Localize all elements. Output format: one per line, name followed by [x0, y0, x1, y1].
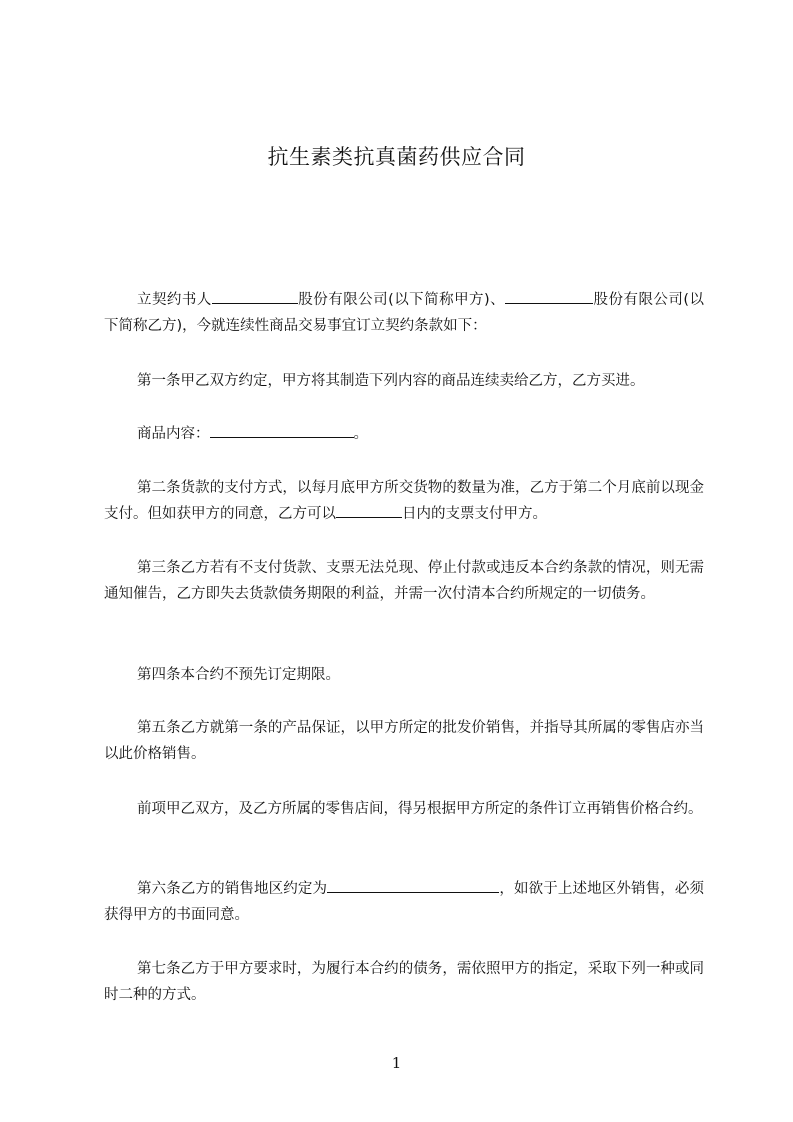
goods-end: 。 [353, 426, 368, 442]
intro-text-1: 立契约书人 [137, 292, 212, 308]
party-b-blank [505, 288, 593, 304]
party-a-blank [212, 288, 298, 304]
article-2-text-1: 第二条货款的支付方式，以每月底甲方所交货物的数量为准，乙方于第二个月底前以现金支付。但如获甲方的同意，乙方可以 [104, 480, 704, 522]
sales-region-blank [327, 877, 499, 893]
intro-paragraph [104, 287, 704, 339]
article-4-paragraph: 第四条本合约不预先订定期限。 [137, 667, 340, 683]
intro-text-2: 股份有限公司(以下简称甲方)、 [297, 292, 506, 308]
goods-blank [210, 422, 354, 438]
article-5-paragraph: 第五条乙方就第一条的产品保证，以甲方所定的批发价销售，并指导其所属的零售店亦当以此价格销售。 [104, 720, 704, 762]
article-6-text-2: ，如欲于上述地区外销售，必须获得甲方的书面同意。 [104, 881, 705, 923]
article-6-paragraph [104, 876, 704, 928]
article-7-paragraph: 第七条乙方于甲方要求时，为履行本合约的债务，需依照甲方的指定，采取下列一种或同时二种的方式。 [104, 961, 704, 1003]
goods-label: 商品内容： [137, 426, 210, 442]
intro-text-3: 股份有限公司(以下简称乙方)，今就连续性商品交易事宜订立契约条款如下： [104, 292, 704, 334]
article-3-paragraph: 第三条乙方若有不支付货款、支票无法兑现、停止付款或违反本合约条款的情况，则无需通知催告，乙方即失去货款债务期限的利益，并需一次付清本合约所规定的一切债务。 [104, 560, 704, 602]
article-2-paragraph [104, 475, 704, 527]
article-2-text-2: 日内的支票支付甲方。 [402, 506, 547, 522]
check-days-blank [336, 502, 402, 518]
article-6-text-1: 第六条乙方的销售地区约定为 [137, 881, 328, 897]
page-number: 1 [391, 1054, 402, 1072]
goods-paragraph [104, 421, 704, 447]
document-title: 抗生素类抗真菌药供应合同 [267, 145, 526, 169]
article-5-supplement-paragraph: 前项甲乙双方，及乙方所属的零售店间，得另根据甲方所定的条件订立再销售价格合约。 [137, 801, 703, 817]
article-1-paragraph: 第一条甲乙双方约定，甲方将其制造下列内容的商品连续卖给乙方，乙方买进。 [137, 373, 645, 389]
